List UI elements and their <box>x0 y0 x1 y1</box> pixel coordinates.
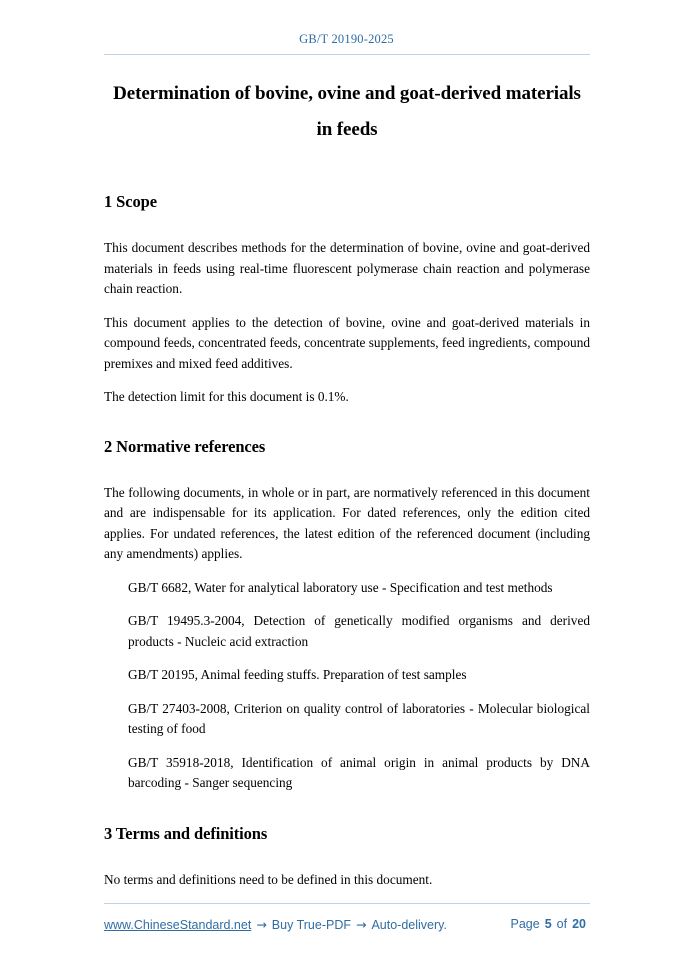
page-indicator <box>511 917 591 931</box>
page-of-label: of <box>556 917 568 931</box>
header-divider <box>104 54 590 55</box>
section-heading-scope: 1 Scope <box>104 192 157 211</box>
footer-promo-auto-delivery: Auto-delivery. <box>371 917 447 932</box>
normative-references-intro: The following documents, in whole or in part, are normatively referenced in this document and are indispensable for its application. For dated references, only the edition cited applies. For undated references, the latest edition of the referenced document (including any amendments) applies. <box>104 484 590 561</box>
list-item: GB/T 20195, Animal feeding stuffs. Preparation of test samples <box>128 667 467 682</box>
scope-paragraph-1: This document describes methods for the determination of bovine, ovine and goat-derived materials in feeds using real-time fluorescent polymerase chain reaction and polymerase chain reaction. <box>104 240 590 296</box>
running-header <box>104 30 589 48</box>
running-footer <box>104 913 590 935</box>
page-label: Page <box>510 917 540 931</box>
page-number: 5 <box>544 917 552 931</box>
footer-promo-buy-true-pdf: Buy True-PDF <box>271 917 351 932</box>
scope-paragraph-2: This document applies to the detection of bovine, ovine and goat-derived materials in compound feeds, concentrated feeds, concentrate supplements, feed ingredients, compound premixes and mixed feed additives. <box>104 314 590 371</box>
footer-promo <box>104 917 447 932</box>
site-url-link[interactable]: www.ChineseStandard.net <box>104 917 252 932</box>
list-item: GB/T 6682, Water for analytical laboratory use - Specification and test methods <box>128 579 553 595</box>
scope-paragraph-3: The detection limit for this document is 0.1%. <box>104 389 349 404</box>
list-item: GB/T 27403-2008, Criterion on quality control of laboratories - Molecular biological testing of food <box>128 700 590 736</box>
terms-and-definitions-paragraph-1: No terms and definitions need to be defined in this document. <box>104 871 433 887</box>
list-item: GB/T 19495.3-2004, Detection of genetically modified organisms and derived products - Nucleic acid extraction <box>128 613 590 649</box>
arrow-right-icon: → <box>355 916 367 932</box>
footer-divider <box>104 903 590 904</box>
section-heading-terms-and-definitions: 3 Terms and definitions <box>104 823 268 843</box>
section-heading-normative-references: 2 Normative references <box>104 436 266 456</box>
arrow-right-icon: → <box>256 916 267 932</box>
list-item: GB/T 35918-2018, Identification of animal origin in animal products by DNA barcoding - Sanger sequencing <box>128 754 590 790</box>
page-title: Determination of bovine, ovine and goat-derived materials in feeds <box>113 83 581 140</box>
page-total: 20 <box>572 917 586 931</box>
standard-code: GB/T 20190-2025 <box>299 32 394 46</box>
page-content <box>104 76 590 890</box>
